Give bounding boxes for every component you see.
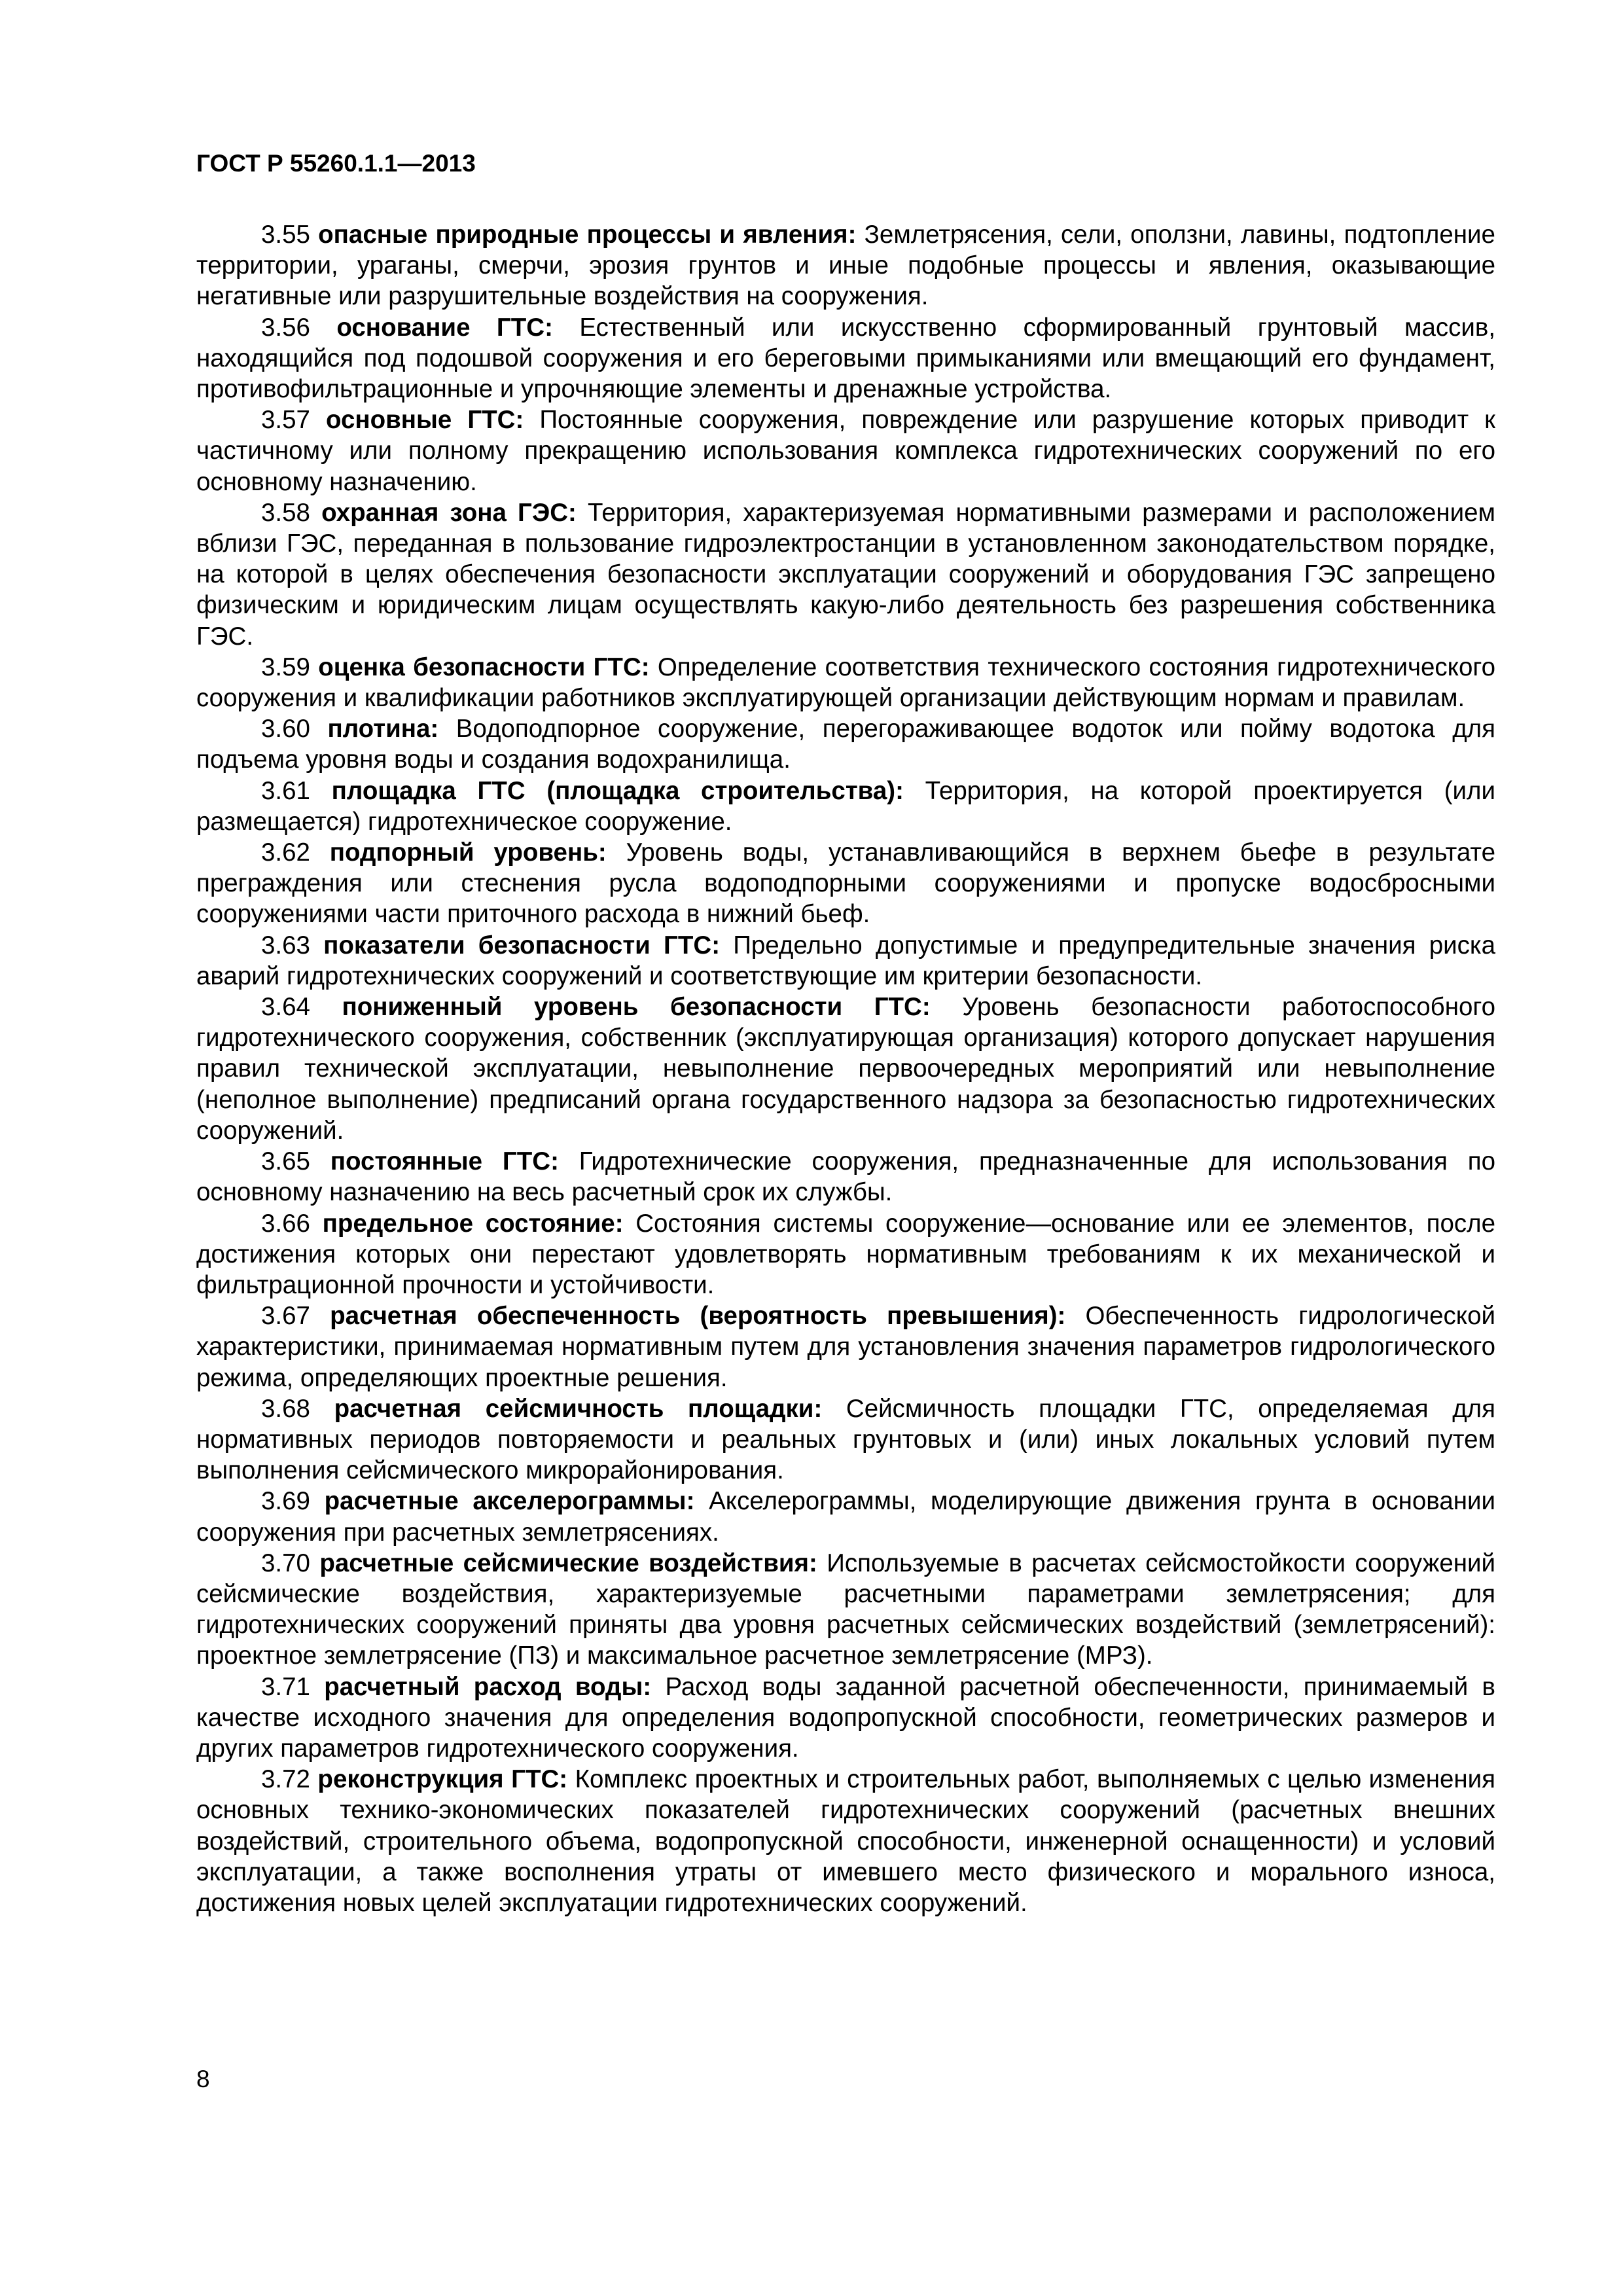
definition-entry [196, 837, 1495, 930]
entry-number: 3.60 [261, 715, 310, 744]
entry-text: Естественный или искусственно сформированный грунтовый массив, находящийся под подошвой сооружения и его береговыми примыканиями или вмещающий его фундамент, противофильтрационные и упрочняющие элементы и дренажные устройства. [196, 313, 1496, 404]
entry-text: Комплекс проектных и строительных работ, выполняемых с целью изменения основных технико-экономических показателей гидротехнических сооружений (расчетных внешних воздействий, строительного объема, водопропускной способности, инженерной оснащенности) и условий эксплуатации, а также восполнения утраты от имевшего место физического и морального износа, достижения новых целей эксплуатации гидротехнических сооружений. [196, 1765, 1496, 1917]
entry-term: расчетные акселерограммы: [324, 1487, 695, 1516]
definition-entry [196, 404, 1495, 497]
definition-entry [196, 992, 1495, 1146]
definition-entry [196, 312, 1495, 405]
entry-text: Землетрясения, сели, оползни, лавины, подтопление территории, ураганы, смерчи, эрозия грунтов и иные подобные процессы и явления, оказывающие негативные или разрушительные воздействия на сооружения. [196, 221, 1495, 311]
entry-text: Используемые в расчетах сейсмостойкости сооружений сейсмические воздействия, характеризуемые расчетными параметрами землетрясения; для гидротехнических сооружений приняты два уровня расчетных сейсмических воздействий (землетрясений): проектное землетрясение (ПЗ) и максимальное расчетное землетрясение (МРЗ). [196, 1549, 1496, 1670]
entry-term: предельное состояние: [322, 1209, 624, 1238]
entry-text: Гидротехнические сооружения, предназначенные для использования по основному назначению на весь расчетный срок их службы. [196, 1147, 1495, 1207]
definition-entry [196, 652, 1495, 713]
entry-text: Территория, характеризуемая нормативными размерами и расположением вблизи ГЭС, переданная в пользование гидроэлектростанции в установленном законодательством порядке, на которой в целях обеспечения безопасности эксплуатации сооружений и оборудования ГЭС запрещено физическим и юридическим лицам осуществлять какую-либо деятельность без разрешения собственника ГЭС. [196, 498, 1495, 651]
definition-entry [196, 1548, 1495, 1672]
definitions-list [196, 219, 1495, 1918]
entry-text: Предельно допустимые и предупредительные значения риска аварий гидротехнических сооружений и соответствующие им критерии безопасности. [196, 931, 1495, 990]
definition-entry [196, 1672, 1495, 1765]
entry-text: Обеспеченность гидрологической характеристики, принимаемая нормативным путем для установления значения параметров гидрологического режима, определяющих проектные решения. [196, 1302, 1495, 1392]
entry-number: 3.68 [261, 1394, 310, 1423]
entry-term: подпорный уровень: [329, 838, 607, 867]
definition-entry [196, 1208, 1495, 1301]
entry-number: 3.58 [261, 498, 310, 527]
entry-term: основные ГТС: [325, 406, 524, 435]
entry-number: 3.59 [261, 653, 310, 681]
entry-term: реконструкция ГТС: [317, 1765, 568, 1794]
entry-term: оценка безопасности ГТС: [318, 653, 650, 681]
entry-number: 3.67 [261, 1302, 310, 1331]
entry-text: Уровень воды, устанавливающийся в верхнем бьефе в результате преграждения или стеснения русла водоподпорными сооружениями и пропуске водосбросными сооружениями части приточного расхода в нижний бьеф. [196, 838, 1496, 929]
definition-entry [196, 497, 1495, 652]
entry-number: 3.71 [261, 1672, 310, 1701]
entry-text: Территория, на которой проектируется (или размещается) гидротехническое сооружение. [196, 776, 1495, 836]
entry-term: расчетная сейсмичность площадки: [334, 1394, 823, 1423]
definition-entry [196, 1146, 1495, 1208]
entry-number: 3.57 [261, 406, 310, 435]
entry-term: расчетный расход воды: [324, 1672, 652, 1701]
definition-entry [196, 1393, 1495, 1486]
document-header: ГОСТ Р 55260.1.1—2013 [196, 150, 476, 177]
entry-text: Определение соответствия технического состояния гидротехнического сооружения и квалификации работников эксплуатирующей организации действующим нормам и правилам. [196, 653, 1495, 713]
definition-entry [196, 930, 1495, 992]
entry-number: 3.56 [261, 313, 310, 342]
entry-number: 3.55 [261, 221, 310, 249]
entry-term: пониженный уровень безопасности ГТС: [342, 993, 931, 1022]
entry-number: 3.61 [261, 776, 310, 805]
entry-text: Уровень безопасности работоспособного гидротехнического сооружения, собственник (эксплуатирующая организация) которого допускает нарушения правил технической эксплуатации, невыполнение первоочередных мероприятий или невыполнение (неполное выполнение) предписаний органа государственного надзора за безопасностью гидротехнических сооружений. [196, 993, 1496, 1145]
entry-term: расчетные сейсмические воздействия: [319, 1549, 817, 1577]
entry-number: 3.64 [261, 993, 310, 1022]
entry-number: 3.63 [261, 931, 310, 960]
entry-number: 3.66 [261, 1209, 310, 1238]
definition-entry [196, 776, 1495, 837]
entry-text: Водоподпорное сооружение, перегораживающее водоток или пойму водотока для подъема уровня воды и создания водохранилища. [196, 715, 1495, 774]
entry-term: плотина: [327, 715, 439, 744]
definition-entry [196, 219, 1495, 312]
entry-term: охранная зона ГЭС: [321, 498, 577, 527]
entry-term: площадка ГТС (площадка строительства): [331, 776, 904, 805]
entry-text: Акселерограммы, моделирующие движения грунта в основании сооружения при расчетных землетрясениях. [196, 1487, 1496, 1547]
entry-term: основание ГТС: [336, 313, 553, 342]
entry-text: Постоянные сооружения, повреждение или разрушение которых приводит к частичному или полному прекращению использования комплекса гидротехнических сооружений по его основному назначению. [196, 406, 1496, 496]
entry-term: опасные природные процессы и явления: [318, 221, 857, 249]
entry-number: 3.65 [261, 1147, 310, 1176]
entry-text: Сейсмичность площадки ГТС, определяемая для нормативных периодов повторяемости и реальных грунтовых и (или) иных локальных условий путем выполнения сейсмического микрорайонирования. [196, 1394, 1495, 1485]
entry-text: Расход воды заданной расчетной обеспеченности, принимаемый в качестве исходного значения для определения водопропускной способности, геометрических размеров и других параметров гидротехнического сооружения. [196, 1672, 1496, 1763]
entry-text: Состояния системы сооружение—основание или ее элементов, после достижения которых они перестают удовлетворять нормативным требованиям к их механической и фильтрационной прочности и устойчивости. [196, 1209, 1495, 1299]
definition-entry [196, 1486, 1495, 1547]
entry-term: расчетная обеспеченность (вероятность превышения): [330, 1302, 1066, 1331]
definition-entry [196, 713, 1495, 775]
entry-number: 3.62 [261, 838, 310, 867]
entry-number: 3.69 [261, 1487, 310, 1516]
entry-term: показатели безопасности ГТС: [323, 931, 721, 960]
entry-number: 3.72 [261, 1765, 310, 1794]
definition-entry [196, 1300, 1495, 1393]
entry-term: постоянные ГТС: [330, 1147, 559, 1176]
entry-number: 3.70 [261, 1549, 310, 1577]
definition-entry [196, 1764, 1495, 1918]
page-number: 8 [196, 2066, 210, 2092]
